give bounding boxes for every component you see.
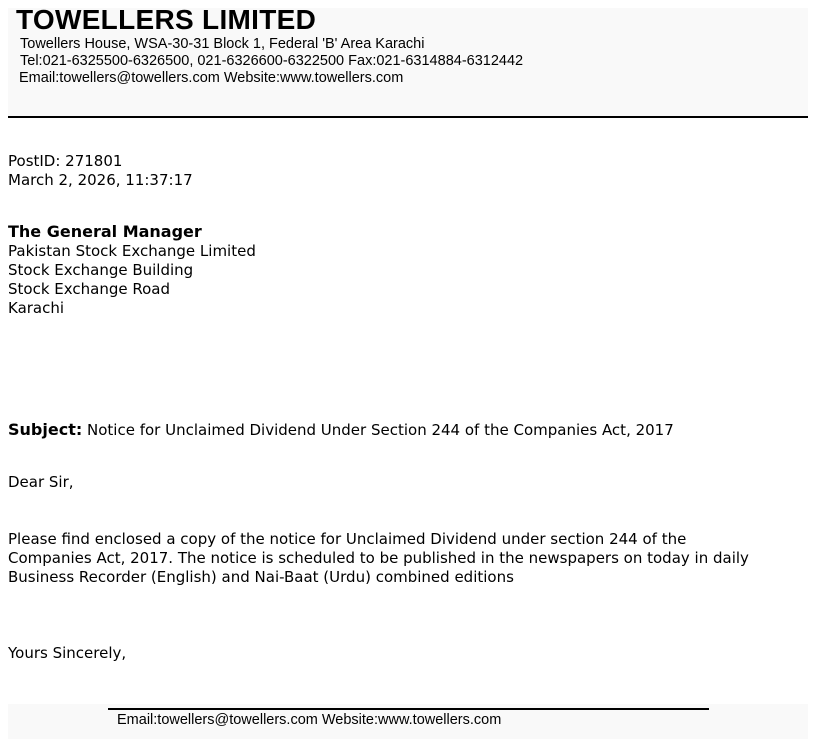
recipient-line: Karachi: [8, 299, 65, 317]
recipient-line: Stock Exchange Building: [8, 261, 194, 279]
recipient-line: Pakistan Stock Exchange Limited: [8, 242, 256, 260]
body-paragraph-line: Business Recorder (English) and Nai-Baat (Urdu) combined editions: [8, 568, 514, 586]
recipient-title: The General Manager: [8, 222, 202, 241]
company-address: Towellers House, WSA-30-31 Block 1, Federal 'B' Area Karachi: [20, 36, 425, 52]
subject-text: Notice for Unclaimed Dividend Under Section 244 of the Companies Act, 2017: [87, 421, 674, 439]
company-phones: Tel:021-6325500-6326500, 021-6326600-6322500 Fax:021-6314884-6312442: [20, 53, 524, 69]
post-id: PostID: 271801: [8, 152, 123, 170]
salutation: Dear Sir,: [8, 473, 74, 491]
footer-divider: [108, 708, 709, 710]
header-divider: [8, 116, 808, 118]
subject-label: Subject:: [8, 420, 83, 439]
body-paragraph-line: Please find enclosed a copy of the notice for Unclaimed Dividend under section 244 of the: [8, 530, 687, 548]
footer-contact: Email:towellers@towellers.com Website:www.towellers.com: [117, 712, 502, 728]
subject-line: [8, 420, 674, 440]
post-datetime: March 2, 2026, 11:37:17: [8, 171, 193, 189]
body-paragraph-line: Companies Act, 2017. The notice is scheduled to be published in the newspapers on today in daily: [8, 549, 749, 567]
company-contact: Email:towellers@towellers.com Website:www.towellers.com: [19, 70, 404, 86]
closing: Yours Sincerely,: [8, 644, 127, 662]
company-name: TOWELLERS LIMITED: [16, 4, 317, 35]
recipient-line: Stock Exchange Road: [8, 280, 170, 298]
